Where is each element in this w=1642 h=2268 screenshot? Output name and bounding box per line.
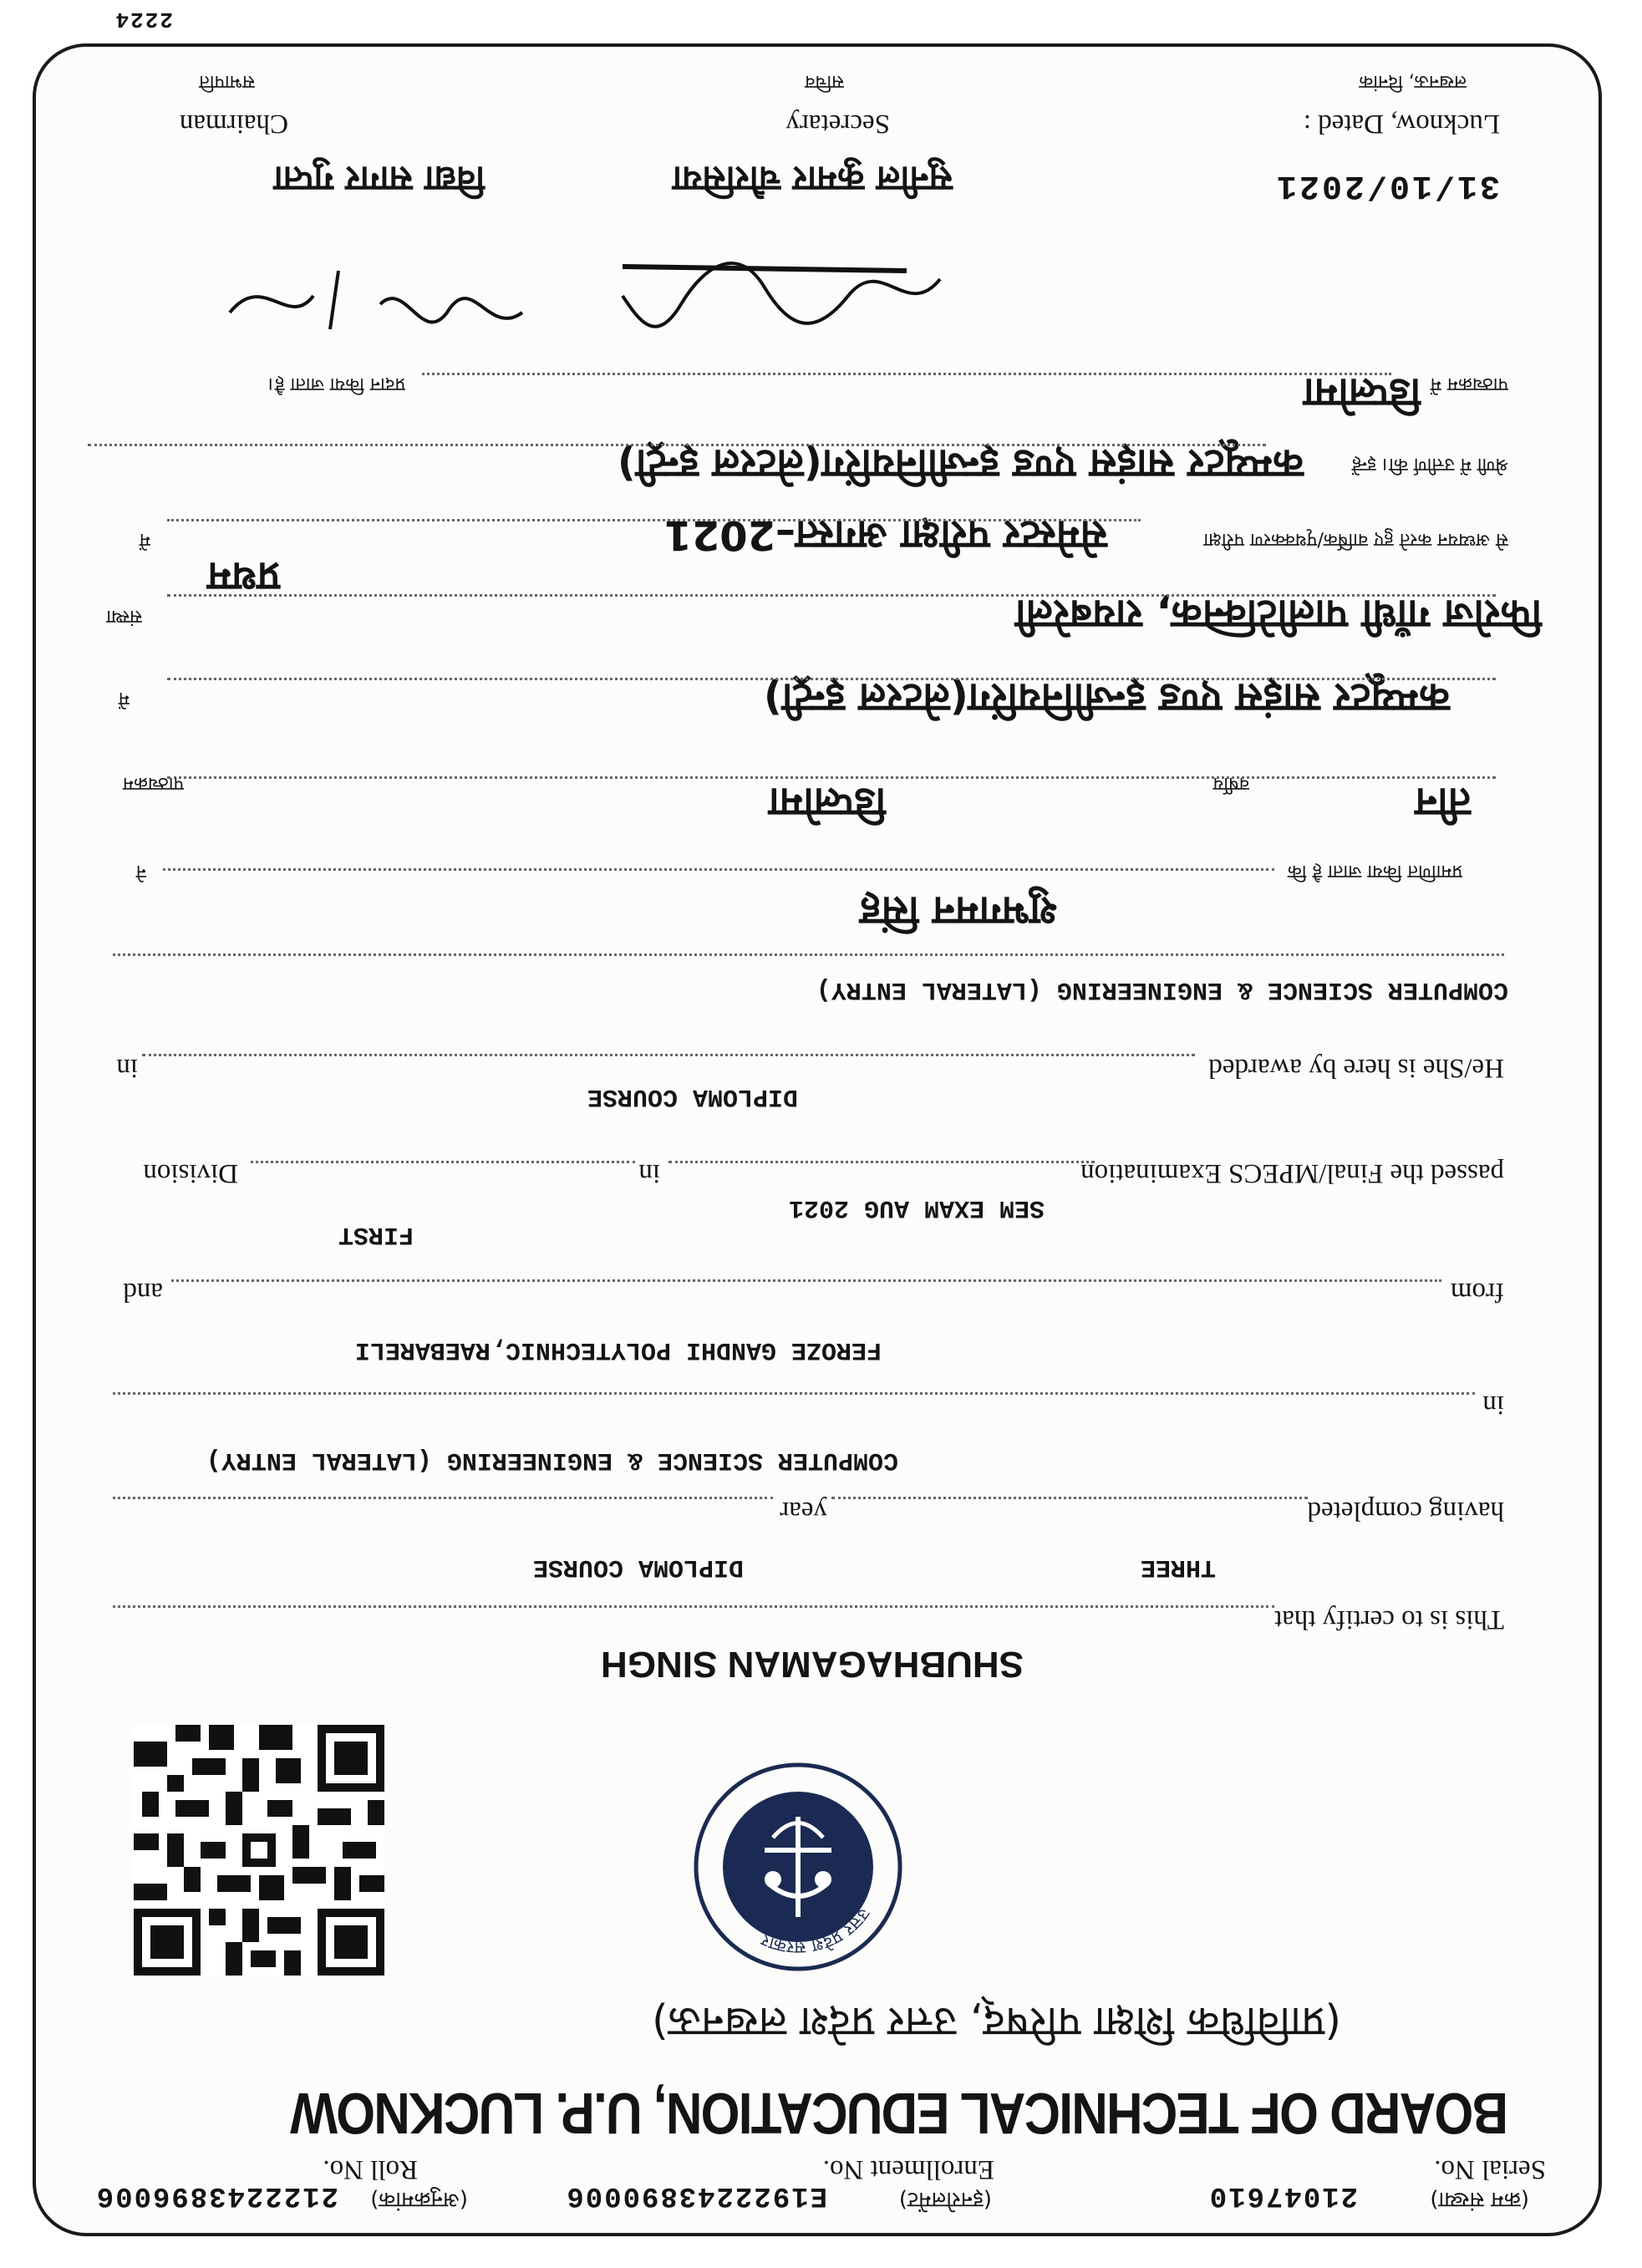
- student-name-english: SHUBHAGAMAN SINGH: [601, 1644, 1024, 1685]
- secretary-signature: [606, 237, 957, 354]
- awarded-branch-value-hindi: कम्प्यूटर साइंस एण्ड इन्जीनियरिंग(लेटरल इन्ट्री): [617, 440, 1304, 487]
- awarded-in-label: in: [116, 1053, 138, 1083]
- sanstha-label: संस्था: [106, 606, 142, 627]
- board-title-hindi: (प्राविधिक शिक्षा परिषद्, उत्तर प्रदेश लखनऊ): [652, 1998, 1341, 2047]
- having-completed-label: having completed: [1307, 1496, 1504, 1526]
- shreni-label: श्रेणी में उत्तीर्ण की। इन्हें: [1351, 454, 1508, 475]
- place-dated-label: Luckno‍w, Dated :: [1303, 109, 1500, 139]
- roll-label: Roll No.: [323, 2154, 418, 2184]
- awarded-course-value-hindi: डिप्लोमा: [1304, 369, 1421, 416]
- enrollment-label: Enrollment No.: [822, 2154, 994, 2184]
- secretary-label: Secretary: [785, 109, 890, 139]
- serial-label-hindi: (क्रम संख्या): [1430, 2187, 1529, 2212]
- enrollment-label-hindi: (इनरोलमेंट): [898, 2187, 992, 2212]
- enrollment-number: E1922243890006: [565, 2179, 827, 2211]
- pramanit-label: प्रमाणित किया जाता है कि: [1287, 861, 1462, 882]
- secretary-name-hindi: सुनील कुमार चौरसिया: [673, 159, 953, 200]
- chairman-label: Chairman: [179, 109, 288, 139]
- awarded-label: He/She is here by awarded: [1208, 1053, 1504, 1083]
- chairman-signature: [205, 246, 539, 363]
- student-name-hindi: शुभगमन सिंह: [860, 887, 1057, 934]
- branch-value: COMPUTER SCIENCE & ENGINEERING (LATERAL ENTRY): [206, 1446, 898, 1474]
- emblem-text: उत्तर प्रदेश सरकार: [758, 1904, 875, 1959]
- in-label: in: [1482, 1390, 1504, 1420]
- and-label: and: [123, 1277, 163, 1307]
- course-value-hindi: डिप्लोमा: [769, 779, 886, 826]
- up-government-emblem: [689, 1758, 907, 1976]
- exam-value-hindi: सेमेस्टर परीक्षा अगस्त–2021: [663, 511, 1107, 558]
- me-label: में: [118, 688, 130, 709]
- institute-value-hindi: फिरोज गाँधी पालीटेक्निक, रायबरेली: [1015, 591, 1542, 638]
- chairman-name-hindi: विद्या सागर गुप्ता: [273, 159, 485, 200]
- institute-value: FEROZE GANDHI POLYTECHNIC,RAEBARELI: [354, 1335, 882, 1364]
- awarded-course-value: DIPLOMA COURSE: [587, 1082, 798, 1111]
- pradan-label: प्रदान किया जाता है।: [267, 374, 405, 394]
- roll-label-hindi: (अनुक्रमांक): [370, 2187, 468, 2212]
- awarded-branch-value: COMPUTER SCIENCE & ENGINEERING (LATERAL ENTRY): [816, 975, 1508, 1004]
- pathyakram-label: पाठ्यक्रम: [122, 773, 184, 794]
- pathyakram-me-label: पाठ्यक्रम में: [1430, 374, 1508, 394]
- year-label: year: [780, 1496, 827, 1526]
- corner-mark: 2224: [114, 7, 173, 32]
- adhyayan-label: से अध्ययन करते हुए वार्षिक/पृथक्करण परीक्षा: [1203, 529, 1508, 550]
- serial-number: 21047610: [1207, 2179, 1358, 2211]
- course-value: DIPLOMA COURSE: [532, 1553, 744, 1581]
- secretary-label-hindi: सचिव: [805, 71, 844, 92]
- branch-value-hindi: कम्प्यूटर साइंस एण्ड इन्जीनियरिंग(लेटरल इन्ट्री): [763, 674, 1450, 721]
- place-dated-label-hindi: लखनऊ, दिनांक: [1359, 71, 1467, 92]
- from-label: from: [1450, 1277, 1504, 1307]
- serial-label: Serial No.: [1434, 2154, 1546, 2184]
- passed-label: passed the Final/MPECS Examination: [1080, 1158, 1504, 1188]
- varshiya-label: वर्षीय: [1212, 773, 1249, 794]
- certify-label: This is to certify that: [1274, 1604, 1504, 1635]
- dated-value: 31/10/2021: [1273, 166, 1500, 204]
- board-title-english: BOARD OF TECHNICAL EDUCATION, U.P. LUCKNOW: [291, 2081, 1508, 2146]
- division-in-label: in: [638, 1158, 660, 1188]
- chairman-label-hindi: सभापति: [199, 71, 255, 92]
- division-value: FIRST: [338, 1220, 414, 1248]
- ne-label: ने: [135, 861, 146, 882]
- division-label: Division: [143, 1158, 238, 1188]
- qr-code: [134, 1725, 384, 1976]
- exam-value: SEM EXAM AUG 2021: [788, 1193, 1045, 1222]
- division-value-hindi: प्रथम: [207, 553, 280, 600]
- me-label-2: में: [139, 529, 150, 550]
- roll-number: 2122243896006: [94, 2179, 338, 2211]
- years-value: THREE: [1140, 1553, 1216, 1581]
- years-value-hindi: तीन: [1415, 779, 1471, 826]
